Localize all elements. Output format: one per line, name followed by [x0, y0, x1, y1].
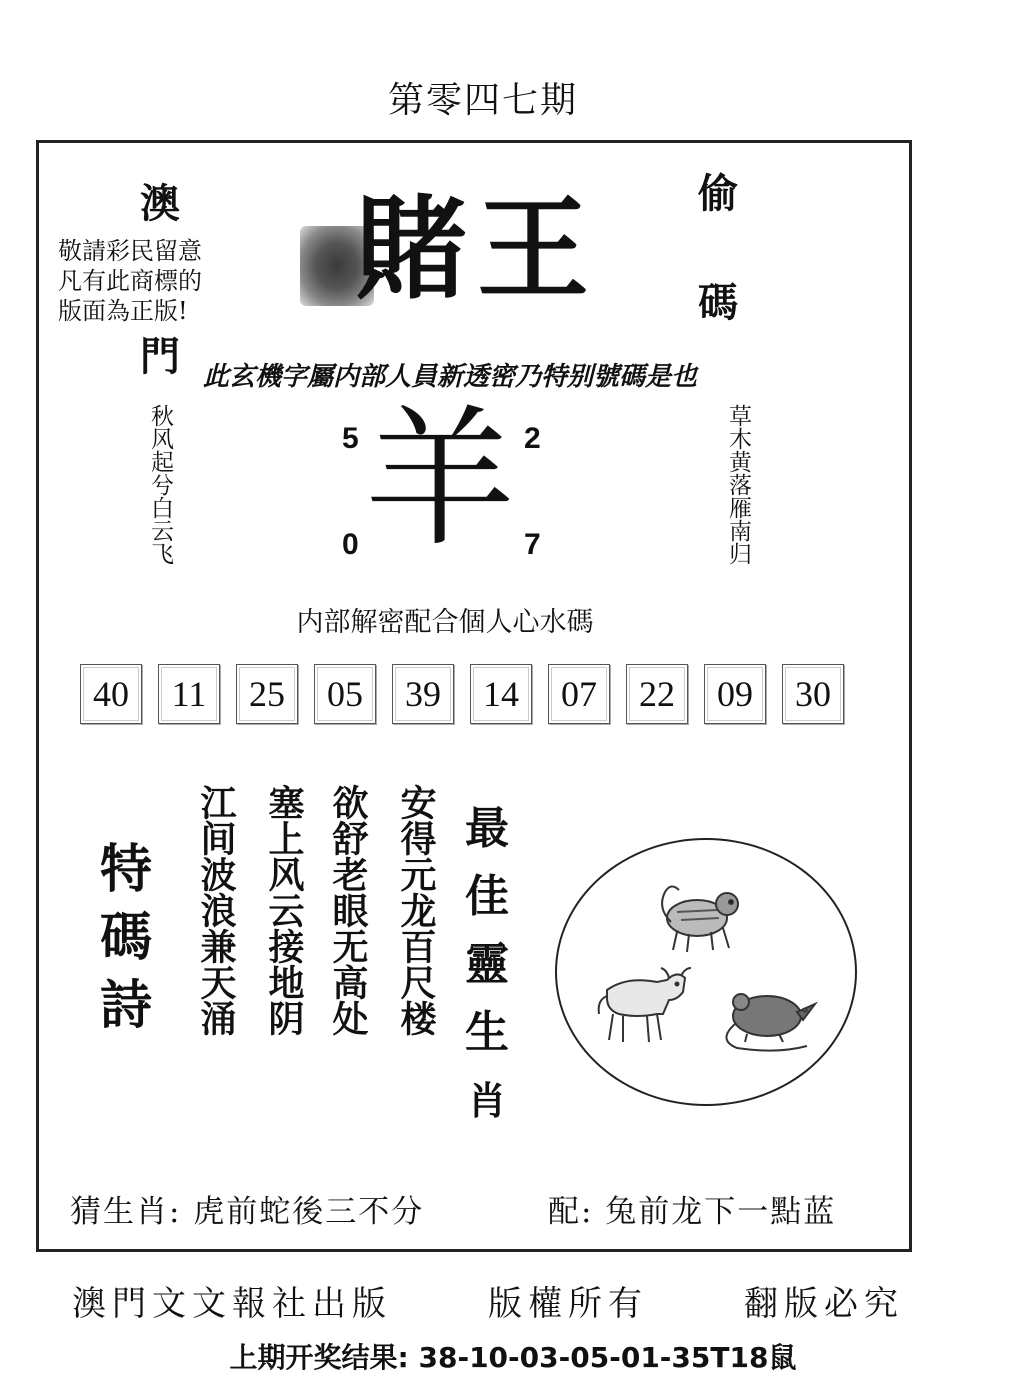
pair-hint: 配: 兔前龙下一點蓝	[548, 1194, 837, 1230]
notice	[58, 236, 278, 326]
number-box: 11	[158, 664, 220, 724]
best-zodiac-label	[465, 795, 509, 1135]
digit-top-left: 5	[342, 422, 359, 455]
ox-icon	[599, 968, 691, 1042]
footer-warning: 翻版必究	[744, 1284, 904, 1324]
best-zodiac-char: 佳	[465, 871, 509, 922]
last-result: 上期开奖结果: 38-10-03-05-01-35T18鼠	[229, 1341, 797, 1374]
poem-left: 秋风起兮白云飞	[147, 404, 173, 565]
digit-bottom-left: 0	[342, 528, 359, 561]
decode-text: 内部解密配合個人心水碼	[296, 607, 594, 638]
rat-icon	[726, 994, 815, 1051]
poem-column-1: 江间波浪兼天涌	[195, 784, 236, 1036]
corner-right	[698, 162, 738, 328]
number-box: 05	[314, 664, 376, 724]
number-box: 39	[392, 664, 454, 724]
main-title: 賭王	[355, 185, 599, 315]
number-box: 14	[470, 664, 532, 724]
issue-number: 第零四七期	[387, 80, 578, 121]
corner-right-top: 偷	[698, 171, 738, 217]
number-box: 40	[80, 664, 142, 724]
digit-top-right: 2	[524, 422, 541, 455]
notice-line: 凡有此商標的	[58, 267, 202, 295]
best-zodiac-char: 肖	[467, 1079, 506, 1123]
digit-bottom-right: 7	[524, 528, 541, 561]
corner-left-top: 澳	[140, 181, 180, 227]
best-zodiac-char: 生	[465, 1007, 509, 1058]
zodiac-character: 羊	[364, 393, 515, 567]
poem-title-char: 特	[100, 840, 153, 900]
number-boxes	[80, 664, 844, 724]
number-box: 09	[704, 664, 766, 724]
poem-column-2: 塞上风云接地阴	[263, 784, 304, 1036]
monkey-icon	[662, 886, 738, 952]
poem-column-4: 安得元龙百尺楼	[395, 784, 436, 1036]
number-box: 25	[236, 664, 298, 724]
poem-title-char: 詩	[100, 976, 153, 1036]
zodiac-animals	[557, 840, 855, 1104]
slogan: 此玄機字屬内部人員新透密乃特别號碼是也	[202, 362, 697, 392]
guess-zodiac: 猜生肖: 虎前蛇後三不分	[70, 1194, 425, 1230]
zodiac-circle	[555, 838, 857, 1106]
number-box: 22	[626, 664, 688, 724]
poem-right: 草木黄落雁南归	[725, 404, 751, 565]
corner-left-bottom: 門	[140, 334, 180, 380]
number-box: 07	[548, 664, 610, 724]
poem-title-char: 碼	[100, 908, 153, 968]
footer-rights: 版權所有	[488, 1284, 648, 1324]
notice-line: 敬請彩民留意	[58, 237, 202, 265]
poem-column-3: 欲舒老眼无高处	[327, 784, 368, 1036]
footer-publisher: 澳門文文報社出版	[72, 1284, 392, 1324]
notice-line: 版面為正版!	[58, 297, 188, 325]
poem-title	[100, 836, 152, 1040]
best-zodiac-char: 靈	[465, 939, 509, 990]
number-box: 30	[782, 664, 844, 724]
corner-right-bottom: 碼	[698, 280, 738, 326]
best-zodiac-char: 最	[465, 803, 509, 854]
